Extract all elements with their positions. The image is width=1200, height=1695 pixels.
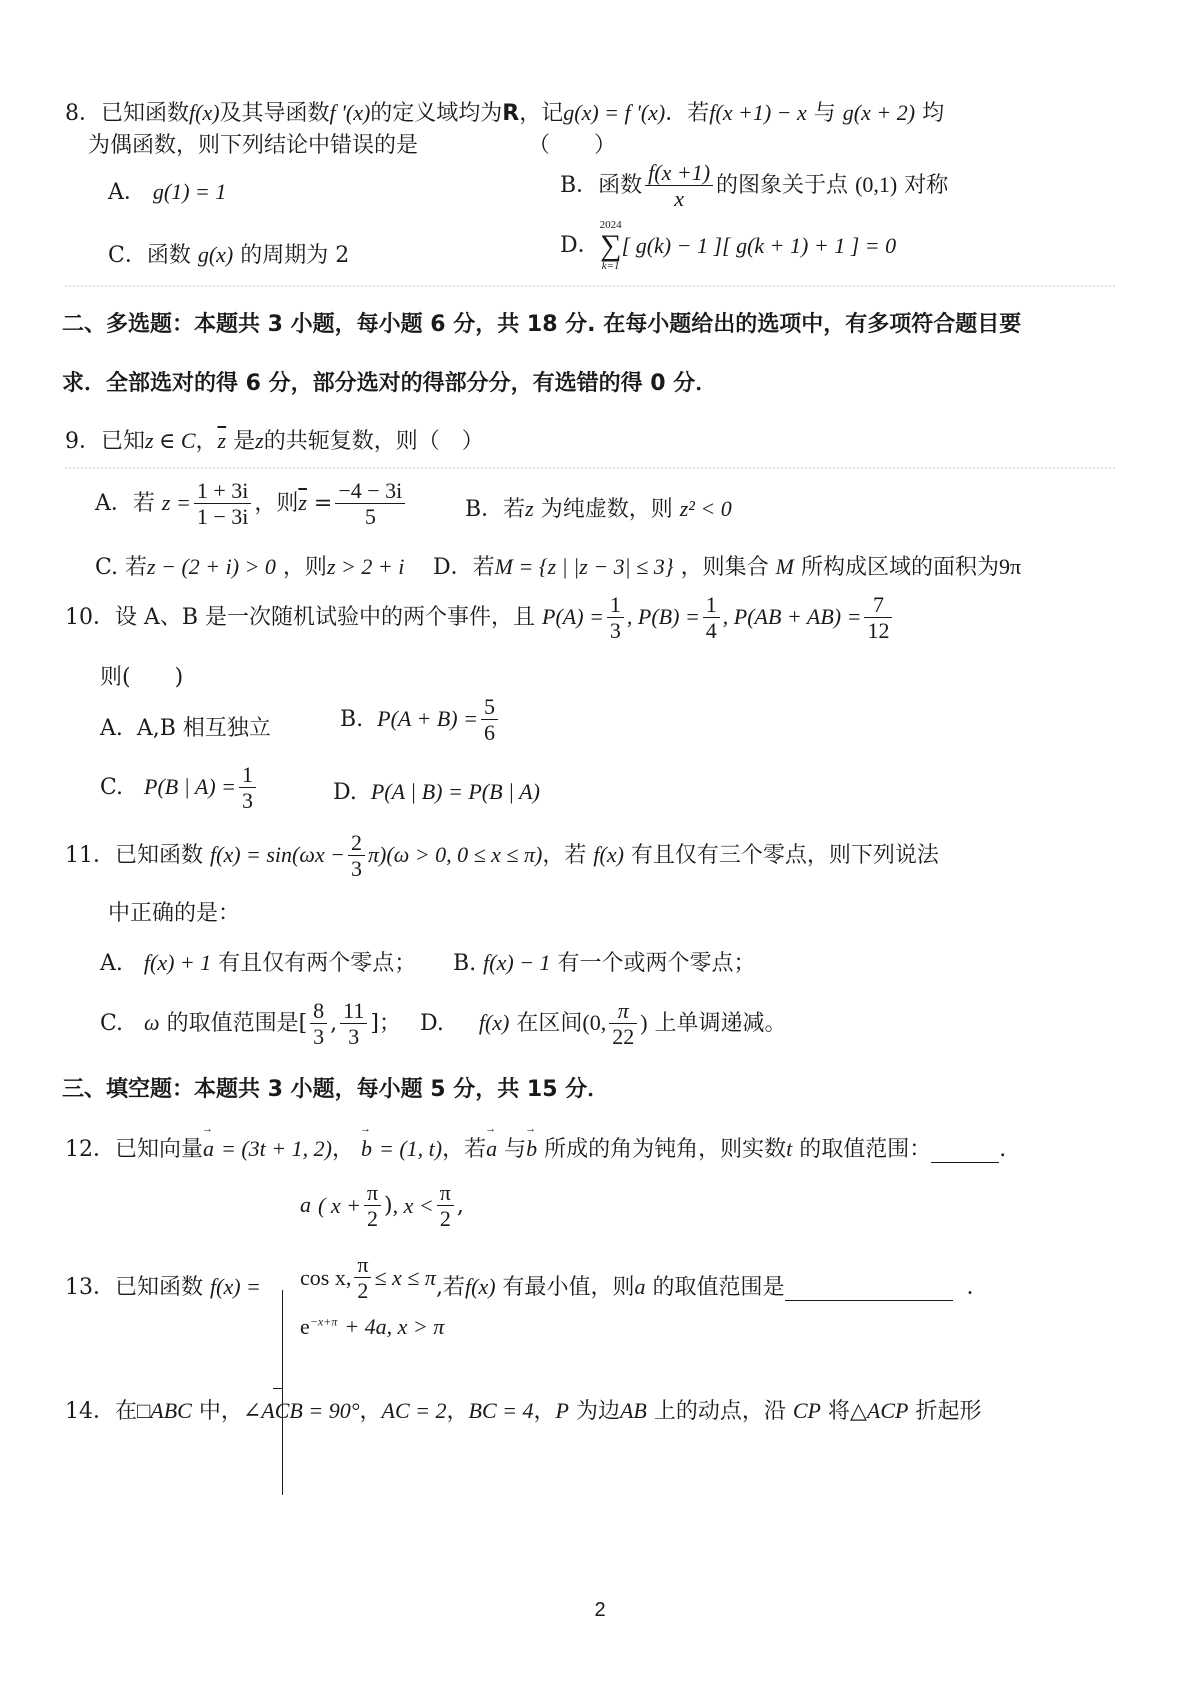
fraction: $\frac{5}{6}$ bbox=[481, 694, 498, 746]
q9-option-c: C. 若z − (2 + i) > 0 ，则z > 2 + i bbox=[95, 554, 405, 580]
q9-option-a: A．若 z = $\frac{1 + 3i}{1 - 3i}$ ，则$\overline{z}$ = $\frac{-4 - 3i}{5}$ bbox=[95, 478, 408, 530]
fraction: $\frac{-4 - 3i}{5}$ bbox=[335, 478, 405, 530]
q14-stem: 14．在□ABC 中，∠ACB = 90°，AC = 2，BC = 4，P 为边AB 上的动点，沿 CP 将△ACP 折起形 bbox=[65, 1398, 982, 1424]
q13-case-3: $e^{-x+\pi} + 4a$, x > π bbox=[300, 1314, 445, 1339]
q11-option-c: C. ω 的取值范围是[ $\frac{8}{3}$ , $\frac{11}{3}$ ]； bbox=[100, 998, 401, 1050]
summation: 2024 ∑ k=1 bbox=[599, 219, 622, 272]
separator bbox=[65, 285, 1115, 287]
fraction: $\frac{1}{3}$ bbox=[607, 592, 624, 644]
q9-option-d: D．若M = {z | |z − 3| ≤ 3} ，则集合 M 所构成区域的面积为9π bbox=[433, 554, 1022, 580]
page-number: 2 bbox=[594, 1599, 606, 1621]
piecewise-brace bbox=[282, 1290, 297, 1495]
q13-stem: 13．已知函数 f(x) = bbox=[65, 1274, 261, 1300]
q11-option-d: D. f(x) 在区间(0, $\frac{\pi}{22}$ ) 上单调递减。 bbox=[420, 998, 787, 1050]
fraction: $\frac{\pi}{2}$ bbox=[364, 1180, 381, 1232]
section-2-heading-cont: 求．全部选对的得 6 分，部分选对的得部分分，有选错的得 0 分． bbox=[62, 371, 718, 396]
fraction: $\frac{1 + 3i}{1 - 3i}$ bbox=[194, 478, 252, 530]
q9-stem: 9．已知z ∈ C，$\overline{z}$ 是z的共轭复数，则（ ） bbox=[65, 428, 484, 454]
q8-stem-line1: 8．已知函数f(x)及其导函数f '(x)的定义域均为R，记g(x) = f '(x)．若f(x +1) − x 与 g(x + 2) 均 bbox=[65, 100, 945, 126]
q11-option-b: B. f(x) − 1 有一个或两个零点； bbox=[453, 950, 756, 976]
fraction: $\frac{7}{12}$ bbox=[864, 592, 892, 644]
q8-option-b: B．函数 $\frac{f(x +1)}{x}$ 的图象关于点 (0,1) 对称 bbox=[560, 160, 949, 212]
fraction: $\frac{2}{3}$ bbox=[348, 830, 365, 882]
fraction: $\frac{1}{4}$ bbox=[703, 592, 720, 644]
answer-blank bbox=[931, 1140, 999, 1163]
q10-option-b: B. P(A + B) = $\frac{5}{6}$ bbox=[340, 694, 501, 746]
q13-stem-tail: ,若f(x) 有最小值，则a 的取值范围是 ． bbox=[436, 1274, 989, 1300]
q8-option-a: A． g(1) = 1 bbox=[108, 179, 227, 205]
q8-stem-line2: 为偶函数，则下列结论中错误的是 （ ） bbox=[88, 133, 617, 158]
q8-option-d: D． 2024 ∑ k=1 [ g(k) − 1 ][ g(k + 1) + 1 ] = 0 bbox=[560, 219, 897, 272]
q10-stem-line2: 则( ) bbox=[100, 665, 184, 690]
q9-option-b: B．若z 为纯虚数，则 z² < 0 bbox=[465, 496, 732, 522]
fraction: $\frac{\pi}{2}$ bbox=[354, 1252, 371, 1304]
fraction: $\frac{\pi}{22}$ bbox=[609, 998, 637, 1050]
q11-option-a: A. f(x) + 1 有且仅有两个零点； bbox=[100, 950, 417, 976]
q11-stem-line2: 中正确的是： bbox=[108, 901, 241, 926]
section-2-heading: 二、多选题：本题共 3 小题，每小题 6 分，共 18 分. 在每小题给出的选项中，有多项符合题目要 bbox=[62, 312, 1022, 337]
fraction: $\frac{1}{3}$ bbox=[239, 762, 256, 814]
q10-option-d: D. P(A | B) = P(B | A) bbox=[333, 779, 540, 805]
answer-paren: （ ） bbox=[528, 133, 617, 158]
q10-option-a: A. A,B 相互独立 bbox=[100, 716, 271, 741]
q13-case-2: cos x, $\frac{\pi}{2}$ ≤ x ≤ π bbox=[300, 1252, 436, 1304]
q10-option-c: C. P(B | A) = $\frac{1}{3}$ bbox=[100, 762, 259, 814]
q12-stem: 12．已知向量→ a = (3t + 1, 2)， → b = (1, t)，若→ a 与→ b 所成的角为钝角，则实数t 的取值范围： . bbox=[65, 1132, 1006, 1163]
q8-option-c: C．函数 g(x) 的周期为 2 bbox=[108, 242, 350, 268]
q10-stem: 10．设 A、B 是一次随机试验中的两个事件，且 P(A) = $\frac{1}{3}$ , P(B) = $\frac{1}{4}$ , P(AB + AB) = $\frac{7}{12}$ bbox=[65, 592, 895, 644]
fraction: $\frac{8}{3}$ bbox=[310, 998, 327, 1050]
separator bbox=[65, 467, 1115, 469]
fraction: $\frac{f(x +1)}{x}$ bbox=[645, 160, 713, 212]
q13-case-1: a ( x + $\frac{\pi}{2}$ ), x < $\frac{\pi}{2}$ , bbox=[300, 1180, 464, 1232]
fraction: $\frac{11}{3}$ bbox=[340, 998, 367, 1050]
q11-stem: 11．已知函数 f(x) = sin(ωx − $\frac{2}{3}$ π)(ω > 0, 0 ≤ x ≤ π)，若 f(x) 有且仅有三个零点，则下列说法 bbox=[65, 830, 939, 882]
fraction: $\frac{\pi}{2}$ bbox=[437, 1180, 454, 1232]
answer-blank bbox=[785, 1278, 953, 1301]
section-3-heading: 三、填空题：本题共 3 小题，每小题 5 分，共 15 分． bbox=[62, 1077, 610, 1102]
